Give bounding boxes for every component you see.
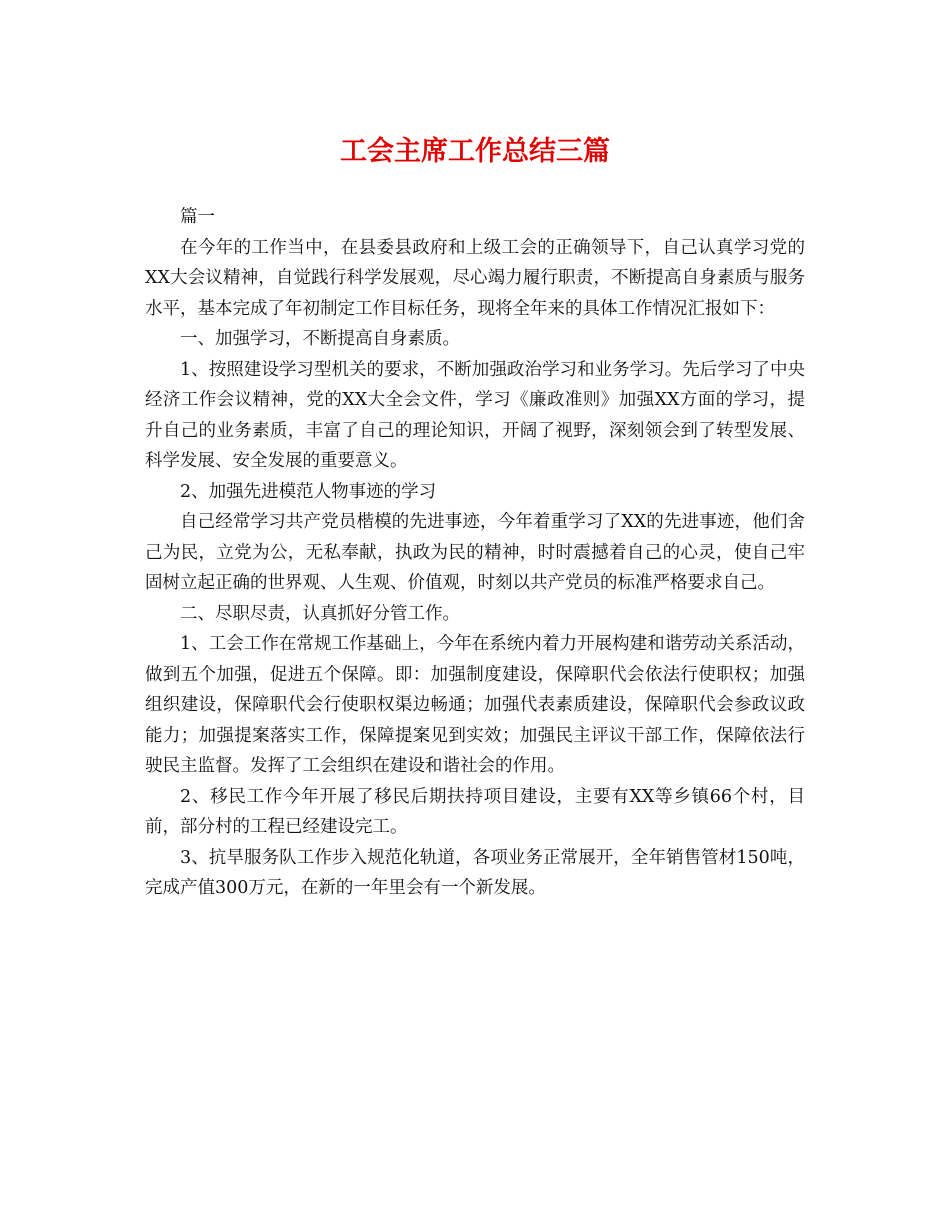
section-heading-part-one: 篇一 (180, 207, 215, 227)
paragraph-study-item-1: 1、按照建设学习型机关的要求，不断加强政治学习和业务学习。先后学习了中央经济工作会议精神，党的XX大全会文件，学习《廉政准则》加强XX方面的学习，提升自己的业务素质，丰富了自己的理论知识，开阔了视野，深刻领会到了转型发展、科学发展、安全发展的重要意义。 (145, 359, 805, 471)
document-title: 工会主席工作总结三篇 (340, 136, 610, 167)
paragraph-duties-item-3: 3、抗旱服务队工作步入规范化轨道，各项业务正常展开，全年销售管材150吨，完成产值300万元，在新的一年里会有一个新发展。 (145, 847, 805, 898)
section-heading-study: 一、加强学习，不断提高自身素质。 (180, 329, 460, 349)
paragraph-study-item-2-heading: 2、加强先进模范人物事迹的学习 (180, 481, 437, 502)
paragraph-duties-item-1: 1、工会工作在常规工作基础上，今年在系统内着力开展构建和谐劳动关系活动，做到五个加强，促进五个保障。即：加强制度建设，保障职代会依法行使职权；加强组织建设，保障职代会行使职权渠边畅通；加强代表素质建设，保障职代会参政议政能力；加强提案落实工作，保障提案见到实效；加强民主评议干部工作，保障依法行驶民主监督。发挥了工会组织在建设和谐社会的作用。 (145, 634, 805, 776)
paragraph-duties-item-2: 2、移民工作今年开展了移民后期扶持项目建设，主要有XX等乡镇66个村，目前，部分村的工程已经建设完工。 (145, 786, 805, 837)
intro-paragraph: 在今年的工作当中，在县委县政府和上级工会的正确领导下，自己认真学习党的XX大会议精神，自觉践行科学发展观，尽心竭力履行职责，不断提高自身素质与服务水平，基本完成了年初制定工作目标任务，现将全年来的具体工作情况汇报如下： (145, 237, 805, 319)
section-heading-duties: 二、尽职尽责，认真抓好分管工作。 (180, 603, 460, 624)
paragraph-model-study: 自己经常学习共产党员楷模的先进事迹，今年着重学习了XX的先进事迹，他们舍己为民，立党为公，无私奉献，执政为民的精神，时时震撼着自己的心灵，使自己牢固树立起正确的世界观、人生观、价值观，时刻以共产党员的标准严格要求自己。 (145, 512, 805, 593)
document-body (145, 202, 805, 904)
